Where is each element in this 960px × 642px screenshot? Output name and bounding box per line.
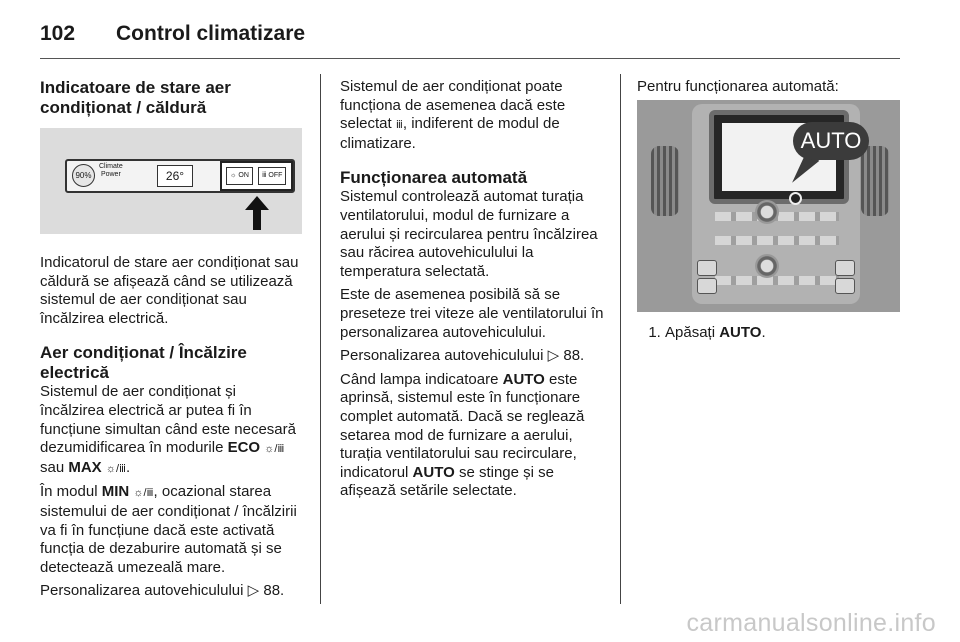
paragraph-text: Sistemul de aer condiționat poate funcționa de asemenea dacă este selectat <box>340 78 566 133</box>
air-vent <box>861 146 889 216</box>
header-divider <box>40 58 900 59</box>
step-text: Apăsați <box>665 323 716 341</box>
auto-label: AUTO <box>719 323 762 341</box>
page-header <box>40 14 305 54</box>
paragraph-text: este aprinsă, sistemul este în funcționare complet automată. Dacă se reglează setarea mod de furnizare a aerului, turația ventilatorului sau recirculare, indicatorul <box>340 370 585 481</box>
up-arrow-icon <box>245 196 269 230</box>
auto-label: AUTO <box>502 370 545 388</box>
ac-status-indicator <box>220 161 293 191</box>
defrost-icon: ⅲ <box>262 172 267 179</box>
paragraph-text: se stinge și se afișează setările selectate. <box>340 463 554 500</box>
paragraph: Este de asemenea posibilă să se preseteze trei viteze ale ventilatorului în personalizarea autovehiculului. <box>340 286 604 341</box>
reference-arrow-icon: ▷ <box>547 347 560 365</box>
fan-speed-indicator: 90% <box>72 164 95 187</box>
fan-ac-icon: ☼/ⅲ <box>133 487 154 500</box>
column-3 <box>637 78 901 342</box>
instruction-step <box>665 324 901 343</box>
instruction-list <box>637 324 901 343</box>
column-1 <box>40 78 304 606</box>
column-divider <box>320 74 321 604</box>
temperature-knob <box>755 254 779 278</box>
paragraph: Sistemul controlează automat turația ventilatorului, modul de furnizare a aerului și recircularea pentru încălzirea sau răcirea autovehiculului la temperatura selectată. <box>340 188 598 280</box>
paragraph: Pentru funcționarea automată: <box>637 78 839 95</box>
climate-power-label: Climate Power <box>99 163 123 178</box>
seat-heat-button <box>697 278 717 294</box>
air-vent <box>651 146 679 216</box>
chapter-title: Control climatizare <box>116 22 306 45</box>
reference-page: 88. <box>263 582 285 600</box>
max-label: MAX <box>68 458 102 476</box>
paragraph: Indicatorul de stare aer condiționat sau căldură se afișează când se utilizează sistemul de aer condiționat sau încălzirea electrică. <box>40 254 299 327</box>
watermark: carmanualsonline.info <box>686 609 936 637</box>
section-heading: Indicatoare de stare aer condiționat / căldură <box>40 78 231 117</box>
ac-on-label: ON <box>238 172 249 179</box>
fan-ac-icon: ☼/ⅲ <box>264 443 285 456</box>
auto-button-marker <box>789 192 802 205</box>
cross-reference[interactable] <box>40 582 304 601</box>
heat-off-status <box>258 167 286 185</box>
paragraph-text: , ocazional starea sistemului de aer condiționat / încălzirii va fi în funcțiune dacă este activată funcția de dezaburire automată și se detectează umezeală mare. <box>40 483 297 576</box>
section-heading: Funcționarea automată <box>340 168 528 188</box>
step-text: . <box>761 323 766 341</box>
seat-heat-button <box>697 260 717 276</box>
paragraph <box>340 78 606 153</box>
reference-page: 88. <box>563 347 585 365</box>
seat-heat-button <box>835 260 855 276</box>
page-number: 102 <box>40 22 76 45</box>
paragraph <box>340 371 606 501</box>
paragraph-text: Sistemul de aer condiționat și încălzirea electrică ar putea fi în funcțiune simultan când este necesară dezumidificarea în modurile <box>40 383 296 457</box>
reference-text: Personalizarea autovehiculului <box>340 347 544 365</box>
button-row <box>715 276 839 285</box>
auto-label: AUTO <box>412 463 455 481</box>
paragraph: Sistemul de aer condiționat și încălzirea electrică ar putea fi în funcțiune simultan când este necesară dezumidificarea în modurile ECO ☼/ⅲ sau MAX ☼/ⅲ. <box>40 383 296 476</box>
paragraph <box>40 483 304 577</box>
paragraph-text: , indiferent de modul de climatizare. <box>340 115 560 152</box>
fan-ac-icon: ☼/ⅲ <box>105 462 127 475</box>
temperature-display: 26° <box>157 165 193 187</box>
column-divider <box>620 74 621 604</box>
ac-on-status <box>226 167 253 185</box>
reference-text: Personalizarea autovehiculului <box>40 582 244 600</box>
status-indicator-figure <box>40 128 302 234</box>
paragraph-text: În modul <box>40 483 98 501</box>
defrost-icon: ⅲ <box>395 119 403 132</box>
heat-off-label: OFF <box>268 172 283 179</box>
eco-label: ECO <box>227 439 261 457</box>
or-text: sau <box>40 458 65 476</box>
climate-display-panel <box>65 159 295 193</box>
control-knob <box>755 200 779 224</box>
cross-reference[interactable] <box>340 347 606 366</box>
min-label: MIN <box>101 483 130 501</box>
column-2 <box>340 78 606 506</box>
dashboard-photo <box>637 100 900 312</box>
section-heading: Aer condiționat / Încălzire electrică <box>40 343 247 383</box>
paragraph-text: Când lampa indicatoare <box>340 370 499 388</box>
button-row <box>715 236 839 245</box>
auto-callout-label: AUTO <box>793 122 869 160</box>
fan-icon: ☼ <box>230 172 237 179</box>
reference-arrow-icon: ▷ <box>247 582 260 600</box>
seat-heat-button <box>835 278 855 294</box>
